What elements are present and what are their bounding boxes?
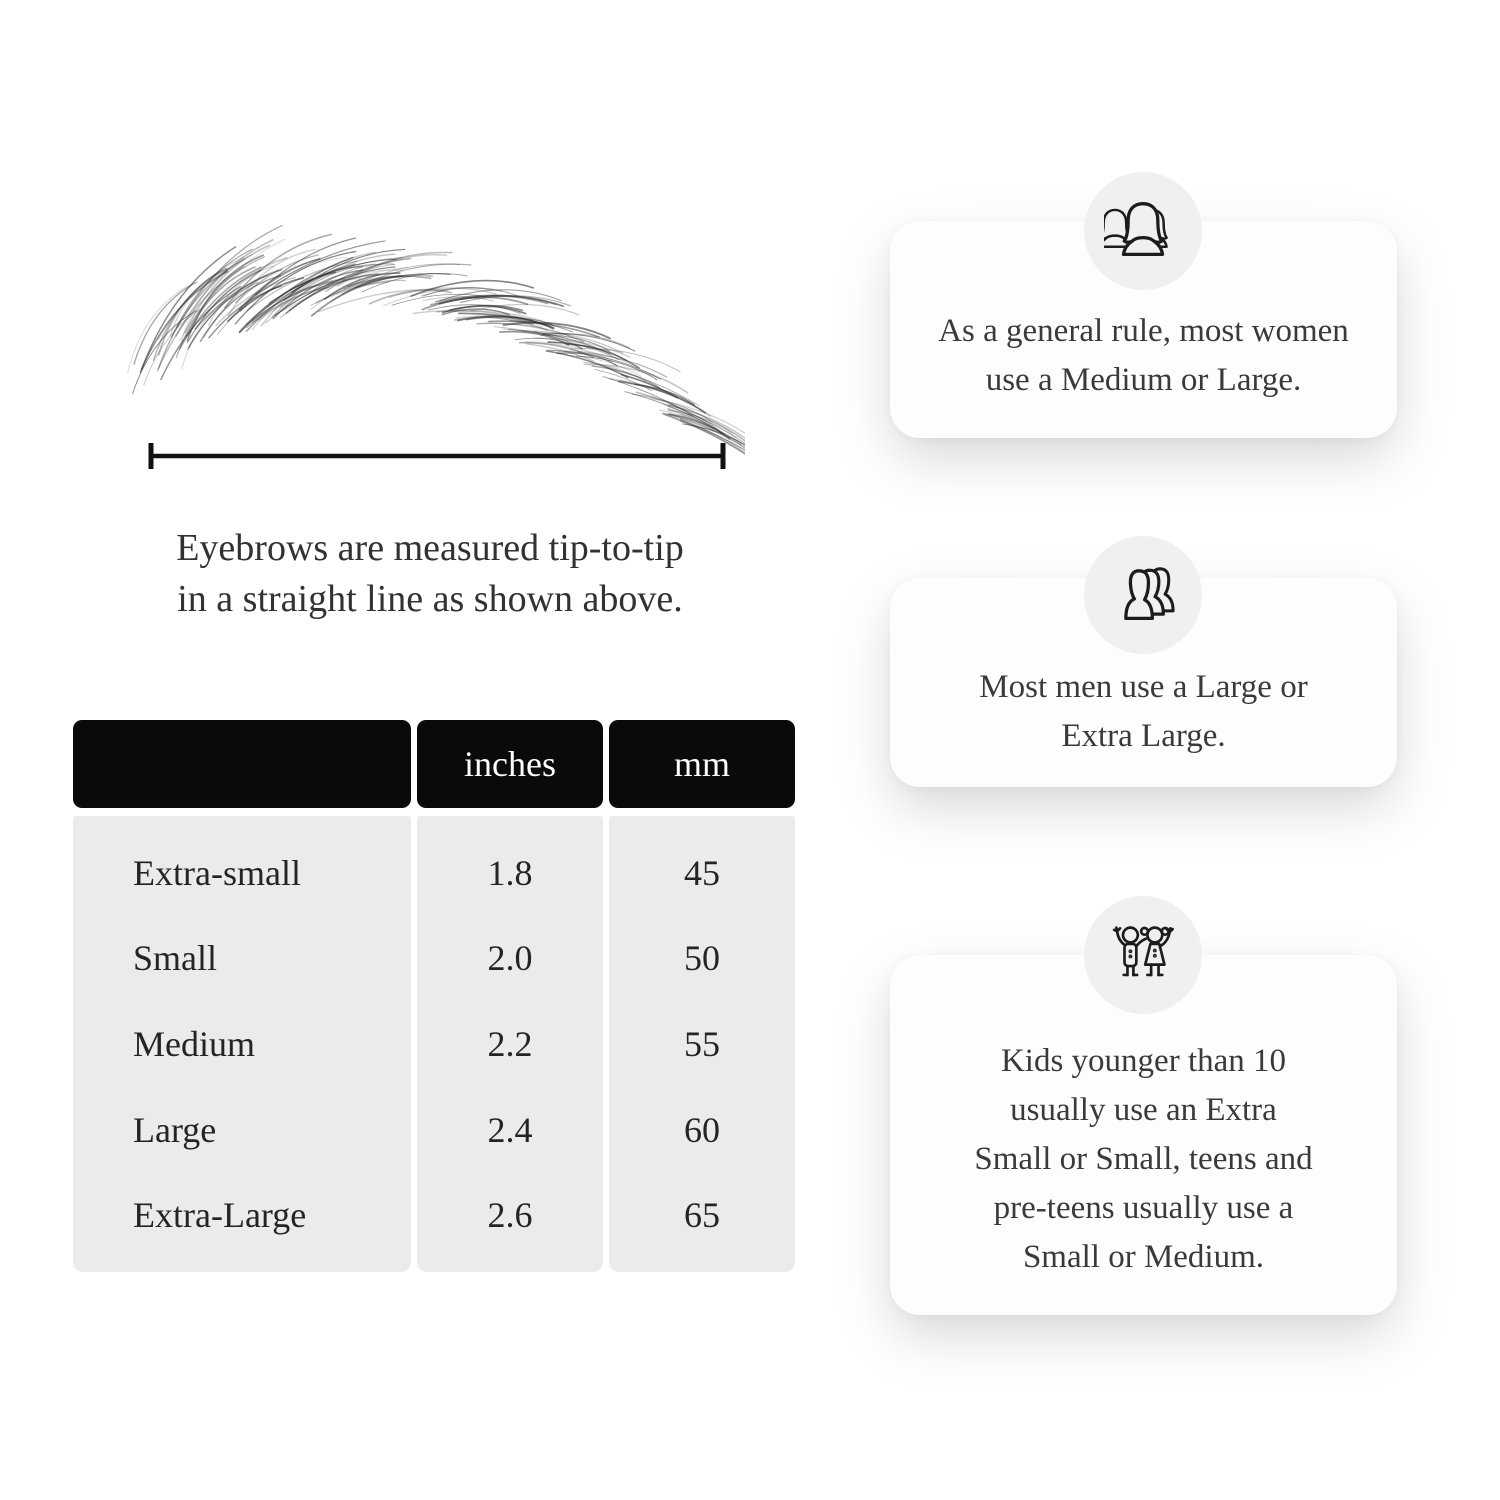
- size-table: [73, 720, 795, 1272]
- eyebrow-hairs-svg: [115, 220, 745, 472]
- tip-line: Most men use a Large or: [979, 668, 1308, 705]
- tip-line: use a Medium or Large.: [985, 361, 1302, 398]
- size-table-inches-column: [417, 816, 603, 1272]
- table-cell-inches: 2.4: [487, 1109, 533, 1150]
- size-table-mm-column: [609, 816, 795, 1272]
- measurement-line: [146, 440, 728, 472]
- table-cell-mm: 65: [684, 1195, 720, 1236]
- tip-line: pre-teens usually use a: [993, 1189, 1294, 1226]
- table-cell-mm: 45: [684, 852, 720, 893]
- table-row-label: Extra-Large: [133, 1195, 307, 1236]
- table-cell-inches: 2.2: [487, 1023, 533, 1064]
- women-icon-circle: [1084, 172, 1202, 290]
- table-cell-mm: 60: [684, 1109, 720, 1150]
- table-row-label: Medium: [133, 1023, 255, 1064]
- table-cell-mm: 50: [684, 938, 720, 979]
- tip-line: Small or Medium.: [1022, 1238, 1265, 1275]
- size-table-label-column: [73, 816, 411, 1272]
- table-row-label: Large: [133, 1109, 217, 1150]
- measurement-caption-line1: Eyebrows are measured tip-to-tip: [176, 527, 684, 569]
- tip-line: As a general rule, most women: [938, 312, 1349, 349]
- table-row-label: Extra-small: [133, 852, 301, 893]
- table-cell-inches: 1.8: [487, 852, 533, 893]
- women-group-icon: [1104, 200, 1182, 262]
- kids-icon: [1106, 921, 1180, 989]
- eyebrow-illustration: [115, 220, 745, 472]
- tip-line: Extra Large.: [1061, 717, 1226, 754]
- measurement-caption-line2: in a straight line as shown above.: [177, 578, 683, 620]
- size-table-header-mm: mm: [609, 720, 795, 808]
- table-cell-mm: 55: [684, 1023, 720, 1064]
- men-group-icon: [1104, 563, 1182, 627]
- men-icon-circle: [1084, 536, 1202, 654]
- tip-card-women-text: [938, 307, 1349, 405]
- tip-line: Kids younger than 10: [1000, 1042, 1287, 1079]
- measurement-caption: [100, 523, 760, 625]
- measurement-line-svg: [146, 440, 728, 472]
- tip-card-men-text: [979, 663, 1307, 761]
- table-cell-inches: 2.0: [487, 938, 533, 979]
- size-table-header-size: [73, 720, 411, 808]
- tip-card-kids-text: [974, 1037, 1312, 1282]
- size-table-header-inches: inches: [417, 720, 603, 808]
- table-row-label: Small: [133, 938, 218, 979]
- tip-line: Small or Small, teens and: [974, 1140, 1313, 1177]
- table-cell-inches: 2.6: [487, 1195, 533, 1236]
- kids-icon-circle: [1084, 896, 1202, 1014]
- tip-line: usually use an Extra: [1010, 1091, 1277, 1128]
